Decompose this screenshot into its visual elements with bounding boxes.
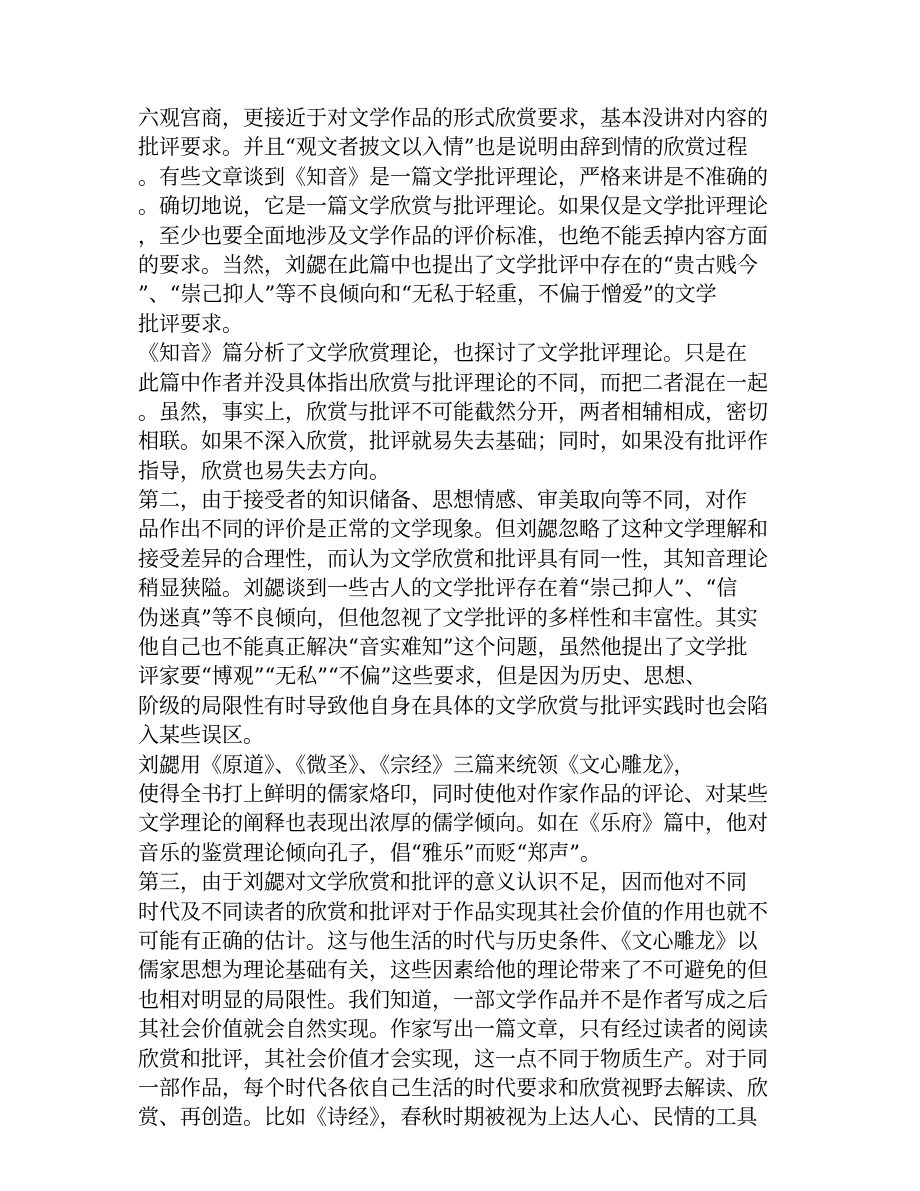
text-line: ，至少也要全面地涉及文学作品的评价标准，也绝不能丢掉内容方面 (138, 223, 768, 248)
text-line: 此篇中作者并没具体指出欣赏与批评理论的不同，而把二者混在一起 (138, 370, 768, 395)
text-line: 品作出不同的评价是正常的文学现象。但刘勰忽略了这种文学理解和 (138, 517, 768, 542)
text-line: 其社会价值就会自然实现。作家写出一篇文章，只有经过读者的阅读 (138, 1017, 768, 1042)
text-line: 评家要“博观”“无私”“不偏”这些要求，但是因为历史、思想、 (138, 664, 707, 689)
text-line: 稍显狭隘。刘勰谈到一些古人的文学批评存在着“崇己抑人”、“信 (138, 576, 738, 601)
text-line: 入某些误区。 (138, 723, 264, 748)
body-text (138, 104, 782, 1133)
text-line: 也相对明显的局限性。我们知道，一部文学作品并不是作者写成之后 (138, 987, 768, 1012)
text-line: 赏、再创造。比如《诗经》，春秋时期被视为上达人心、民情的工具 (138, 1105, 758, 1130)
text-line: 伪迷真”等不良倾向，但他忽视了文学批评的多样性和丰富性。其实 (138, 605, 758, 630)
text-line: 使得全书打上鲜明的儒家烙印，同时使他对作家作品的评论、对某些 (138, 781, 768, 806)
text-line: 刘勰用《原道》、《微圣》、《宗经》三篇来统领《文心雕龙》， (138, 752, 695, 777)
text-line: 的要求。当然，刘勰在此篇中也提出了文学批评中存在的“贵古贱今 (138, 252, 758, 277)
text-line: 。确切地说，它是一篇文学欣赏与批评理论。如果仅是文学批评理论 (138, 194, 768, 219)
text-line: 第三，由于刘勰对文学欣赏和批评的意义认识不足，因而他对不同 (138, 870, 747, 895)
text-line: 批评要求。并且“观文者披文以入情”也是说明由辞到情的欣赏过程 (138, 135, 748, 160)
text-line: ”、“崇己抑人”等不良倾向和“无私于轻重，不偏于憎爱”的文学 (138, 282, 717, 307)
text-line: 批评要求。 (138, 311, 243, 336)
text-line: 文学理论的阐释也表现出浓厚的儒学倾向。如在《乐府》篇中，他对 (138, 811, 768, 836)
text-line: 时代及不同读者的欣赏和批评对于作品实现其社会价值的作用也就不 (138, 899, 768, 924)
text-line: 《知音》篇分析了文学欣赏理论，也探讨了文学批评理论。只是在 (138, 341, 747, 366)
text-line: 阶级的局限性有时导致他自身在具体的文学欣赏与批评实践时也会陷 (138, 693, 768, 718)
text-line: 一部作品，每个时代各依自己生活的时代要求和欣赏视野去解读、欣 (138, 1075, 768, 1100)
text-line: 接受差异的合理性，而认为文学欣赏和批评具有同一性，其知音理论 (138, 546, 768, 571)
text-line: 六观宫商，更接近于对文学作品的形式欣赏要求，基本没讲对内容的 (138, 106, 768, 130)
text-line: 儒家思想为理论基础有关，这些因素给他的理论带来了不可避免的但 (138, 958, 768, 983)
text-line: 音乐的鉴赏理论倾向孔子，倡“雅乐”而贬“郑声”。 (138, 840, 601, 865)
text-line: 指导，欣赏也易失去方向。 (138, 458, 390, 483)
text-line: 。有些文章谈到《知音》是一篇文学批评理论，严格来讲是不准确的 (138, 164, 768, 189)
text-line: 第二，由于接受者的知识储备、思想情感、审美取向等不同，对作 (138, 488, 747, 513)
text-line: 可能有正确的估计。这与他生活的时代与历史条件、《文心雕龙》以 (138, 928, 758, 953)
text-line: 。虽然，事实上，欣赏与批评不可能截然分开，两者相辅相成，密切 (138, 399, 768, 424)
text-line: 他自己也不能真正解决“音实难知”这个问题，虽然他提出了文学批 (138, 635, 748, 660)
text-line: 欣赏和批评，其社会价值才会实现，这一点不同于物质生产。对于同 (138, 1046, 768, 1071)
text-line: 相联。如果不深入欣赏，批评就易失去基础；同时，如果没有批评作 (138, 429, 768, 454)
